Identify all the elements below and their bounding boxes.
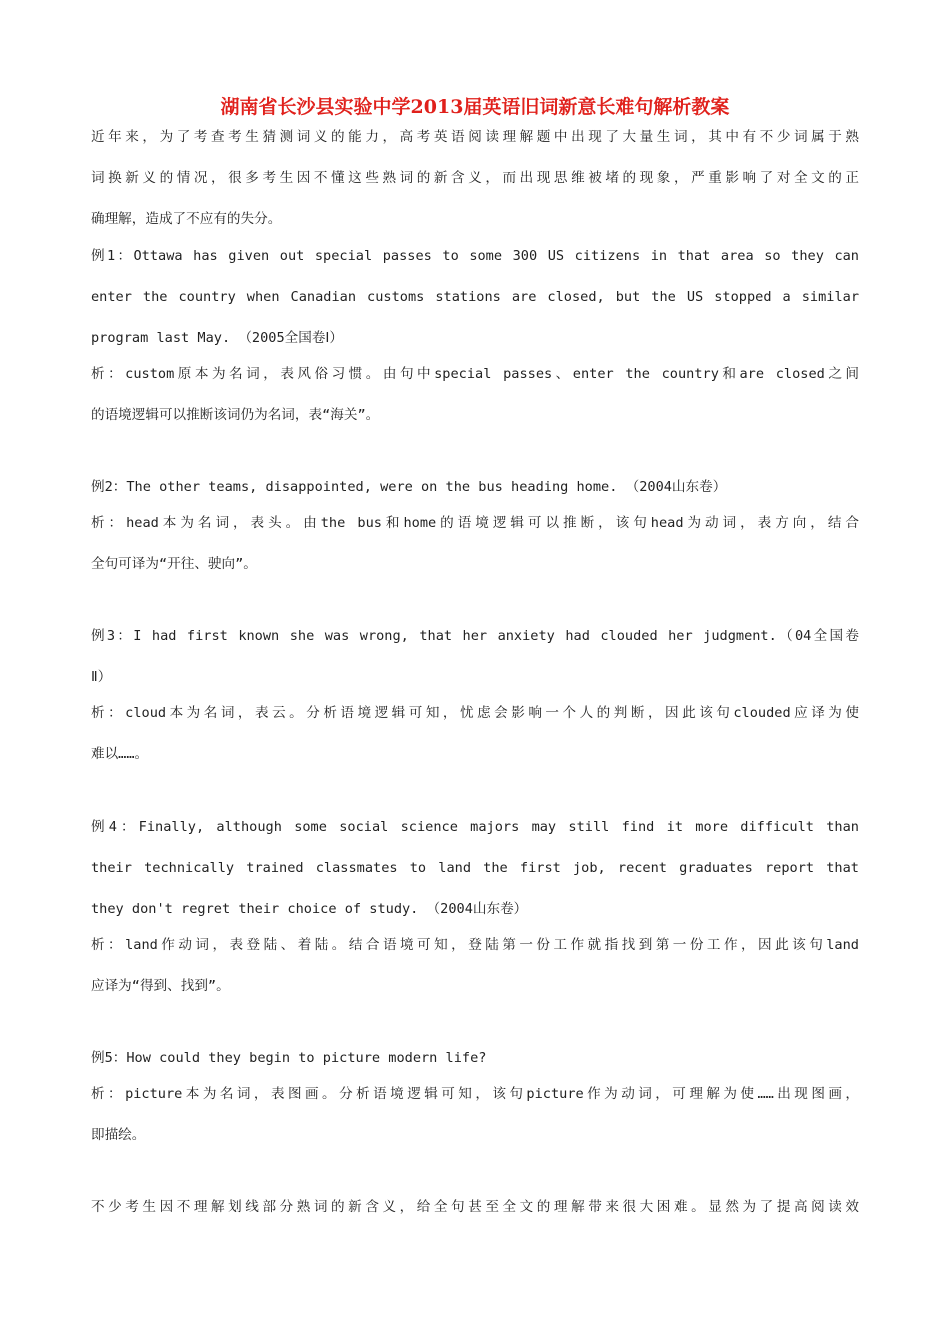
example-2-sentence-line: 例2：The other teams, disappointed, were on the bus heading home. （2004山东卷） bbox=[91, 479, 727, 495]
example-1-sentence-line: 例1：Ottawa has given out special passes to some 300 US citizens in that area so they can bbox=[91, 248, 859, 264]
example-3-sentence-line: 例3：I had first known she was wrong, that her anxiety had clouded her judgment.（04全国卷 bbox=[91, 628, 859, 644]
example-5-sentence-line: 例5：How could they begin to picture modern life? bbox=[91, 1050, 487, 1066]
example-3-sentence-line: Ⅱ） bbox=[91, 669, 112, 685]
example-1-analysis-line: 的语境逻辑可以推断该词仍为名词，表“海关”。 bbox=[91, 407, 380, 423]
intro-line: 确理解，造成了不应有的失分。 bbox=[91, 211, 282, 227]
closing-line: 不少考生因不理解划线部分熟词的新含义，给全句甚至全文的理解带来很大困难。显然为了提高阅读效 bbox=[91, 1199, 859, 1215]
example-2-analysis-line: 析：head本为名词，表头。由the bus和home的语境逻辑可以推断，该句head为动词，表方向，结合 bbox=[91, 515, 859, 531]
example-4-analysis-line: 析：land作动词，表登陆、着陆。结合语境可知，登陆第一份工作就指找到第一份工作，因此该句land bbox=[91, 937, 859, 953]
example-4-sentence-line: they don't regret their choice of study. （2004山东卷） bbox=[91, 901, 528, 917]
example-4-analysis-line: 应译为“得到、找到”。 bbox=[91, 978, 230, 994]
example-5-analysis-line: 析：picture本为名词，表图画。分析语境逻辑可知，该句picture作为动词，可理解为使……出现图画， bbox=[91, 1086, 859, 1102]
example-4-sentence-line: their technically trained classmates to land the first job, recent graduates report that bbox=[91, 860, 859, 876]
example-1-analysis-line: 析：custom原本为名词，表风俗习惯。由句中special passes、enter the country和are closed之间 bbox=[91, 366, 859, 382]
intro-line: 词换新义的情况，很多考生因不懂这些熟词的新含义，而出现思维被堵的现象，严重影响了对全文的正 bbox=[91, 170, 859, 186]
example-1-sentence-line: enter the country when Canadian customs stations are closed, but the US stopped a similar bbox=[91, 289, 859, 305]
intro-line: 近年来，为了考查考生猜测词义的能力，高考英语阅读理解题中出现了大量生词，其中有不少词属于熟 bbox=[91, 129, 859, 145]
example-5-analysis-line: 即描绘。 bbox=[91, 1127, 146, 1143]
example-3-analysis-line: 难以……。 bbox=[91, 746, 149, 762]
example-4-sentence-line: 例4：Finally, although some social science majors may still find it more difficult than bbox=[91, 819, 859, 835]
document-title: 湖南省长沙县实验中学2013届英语旧词新意长难句解析教案 bbox=[220, 96, 730, 118]
example-2-analysis-line: 全句可译为“开往、驶向”。 bbox=[91, 556, 257, 572]
example-1-sentence-line: program last May. （2005全国卷Ⅰ） bbox=[91, 330, 344, 346]
example-3-analysis-line: 析：cloud本为名词，表云。分析语境逻辑可知，忧虑会影响一个人的判断，因此该句clouded应译为使 bbox=[91, 705, 859, 721]
